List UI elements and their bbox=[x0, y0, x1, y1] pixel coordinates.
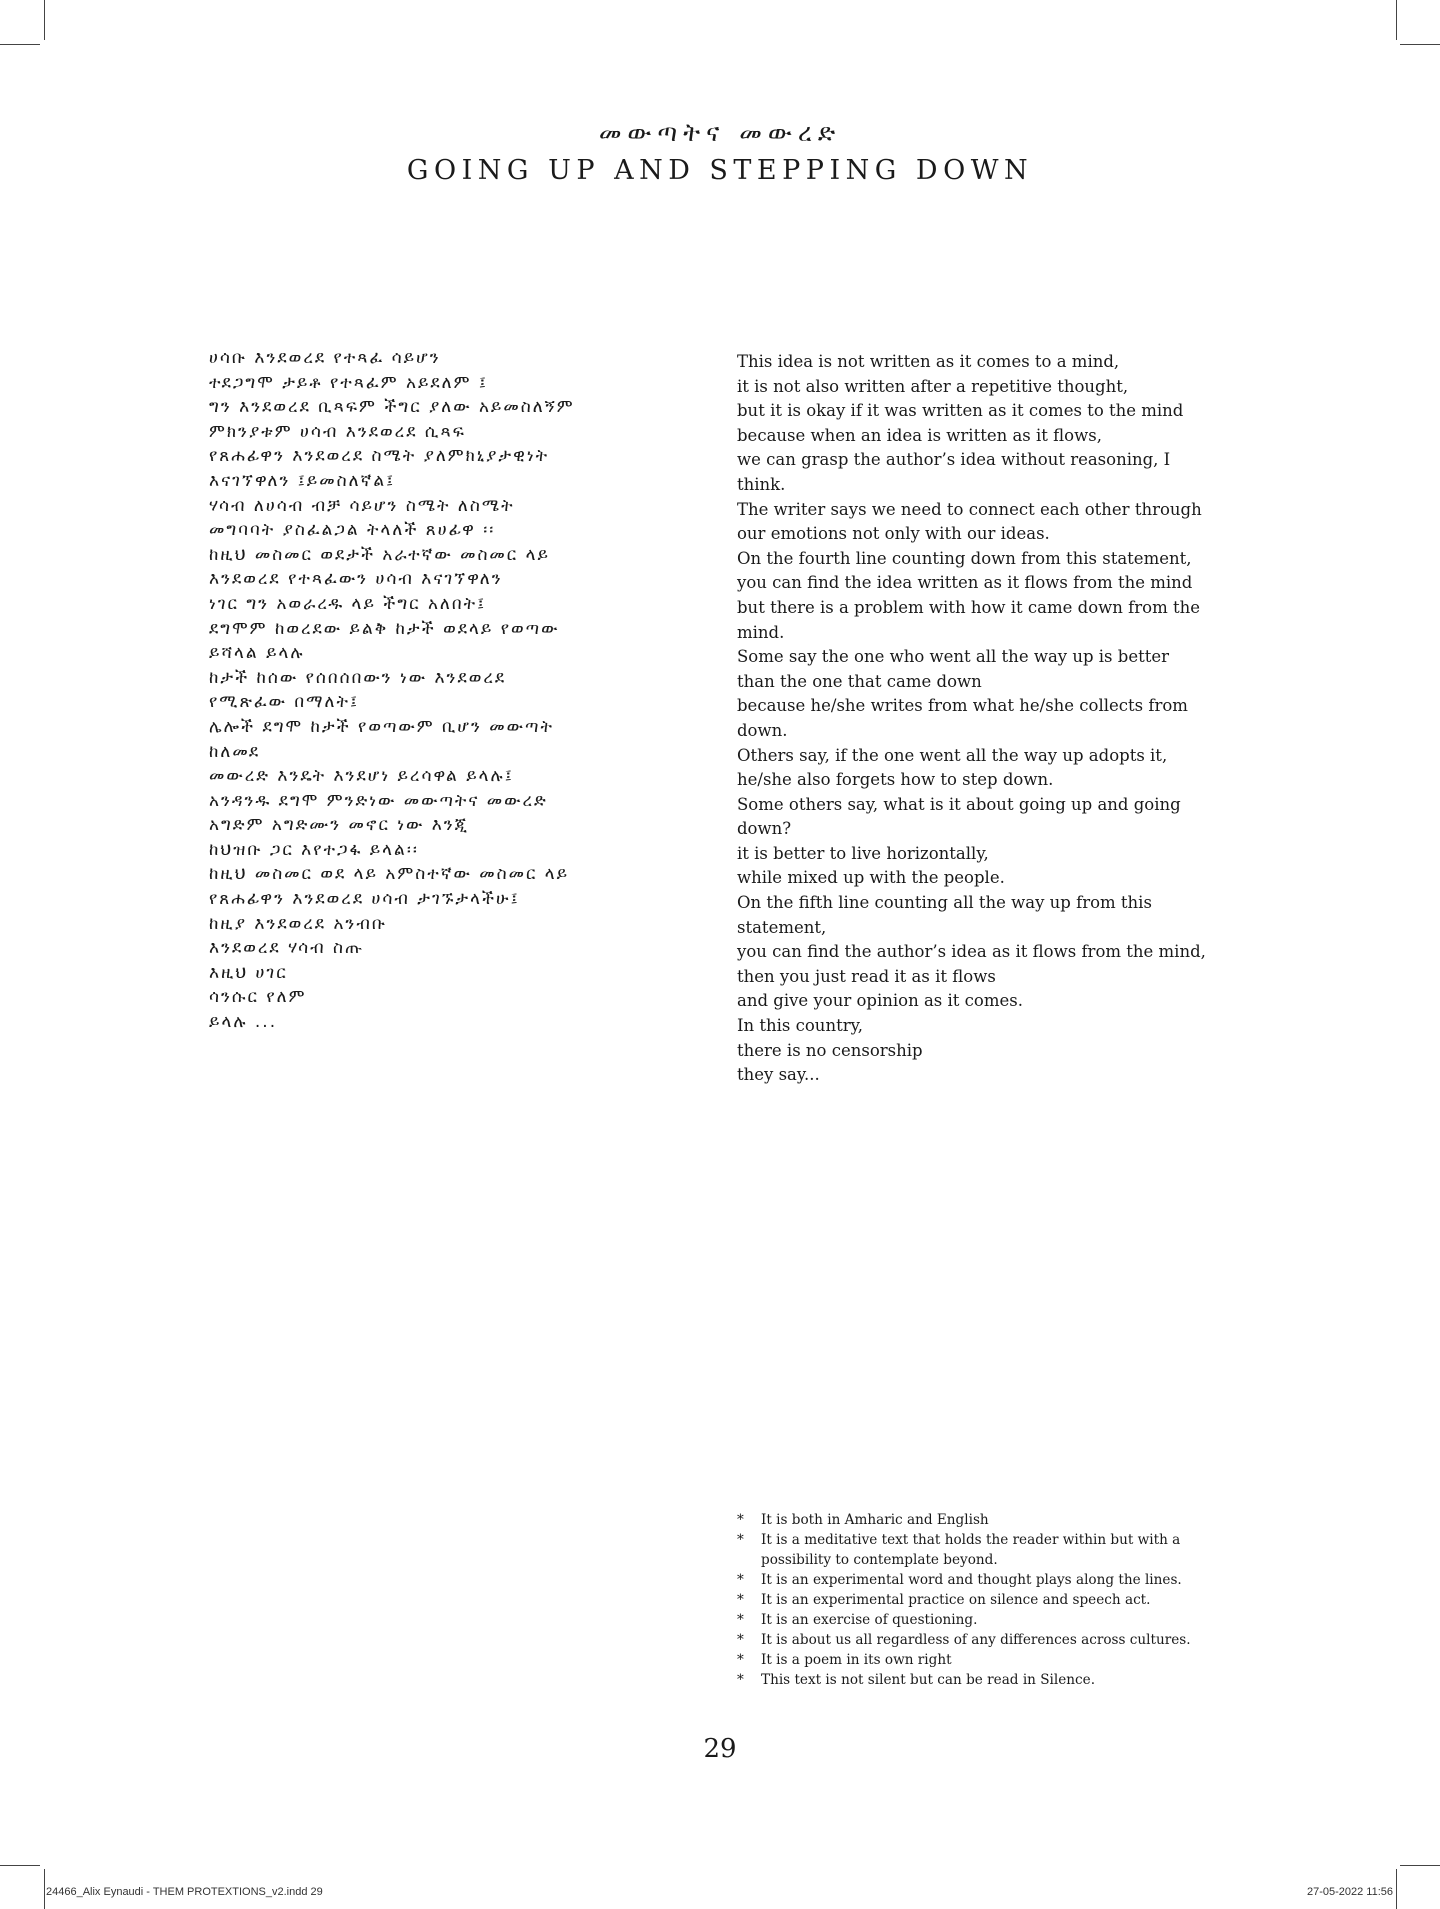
english-poem-line: and give your opinion as it comes. bbox=[737, 991, 1023, 1011]
amharic-poem-line: ይሻላል ይላሉ bbox=[209, 643, 305, 664]
crop-mark-top-left bbox=[44, 0, 45, 40]
title-english: GOING UP AND STEPPING DOWN bbox=[406, 155, 1034, 186]
amharic-poem-line: እንደወረደ የተጻፈውን ሀሳብ እናገኘዋለን bbox=[209, 569, 503, 590]
amharic-poem-line: እዚህ ሀገር bbox=[209, 962, 288, 983]
footnote-text: It is a poem in its own right bbox=[761, 1652, 952, 1668]
amharic-poem-line: አንዳንዱ ደግሞ ምንድነው መውጣትና መውረድ bbox=[209, 790, 548, 811]
amharic-poem-line: መውረድ እንዴት እንደሆነ ይረሳዋል ይላሉ፤ bbox=[209, 766, 514, 787]
english-poem-line: This idea is not written as it comes to a mind, bbox=[737, 352, 1120, 371]
amharic-poem-line: ሃሳብ ለሀሳብ ብቻ ሳይሆን ስሜት ለስሜት bbox=[209, 495, 515, 516]
footnote-text: It is an exercise of questioning. bbox=[761, 1612, 978, 1628]
footnote-item bbox=[737, 1630, 1237, 1650]
english-poem-line: while mixed up with the people. bbox=[737, 868, 1005, 888]
amharic-poem-line: የጸሐፊዋን እንደወረደ ሀሳብ ታገኙታላችሁ፤ bbox=[209, 889, 520, 910]
english-poem-line: Some say the one who went all the way up is better bbox=[737, 647, 1170, 667]
amharic-poem-line: ይላሉ ... bbox=[209, 1012, 278, 1033]
amharic-poem-line: ደግሞም ከወረደው ይልቅ ከታች ወደላይ የወጣው bbox=[209, 618, 560, 639]
footnote-marker: * bbox=[737, 1612, 744, 1628]
footnotes bbox=[737, 1510, 1237, 1690]
amharic-poem-line: ከህዝቡ ጋር እየተጋፋ ይላል፡፡ bbox=[209, 839, 419, 860]
footnote-text: This text is not silent but can be read in Silence. bbox=[761, 1672, 1096, 1688]
english-poem-line: you can find the idea written as it flows from the mind bbox=[737, 573, 1193, 593]
amharic-poem-line: መግባባት ያስፈልጋል ትላለች ጸሀፊዋ ፡፡ bbox=[209, 520, 496, 541]
slug-date: 27-05-2022 11:56 bbox=[1306, 1886, 1393, 1898]
footnote-marker: * bbox=[737, 1532, 744, 1548]
crop-mark-left-top bbox=[0, 44, 40, 45]
amharic-poem-line: ከለመደ bbox=[209, 741, 261, 762]
amharic-poem-line: ነገር ግን አወራረዱ ላይ ችግር አለበት፤ bbox=[209, 593, 487, 614]
english-poem-line: because he/she writes from what he/she collects from bbox=[737, 696, 1188, 716]
amharic-poem-line: ሌሎች ደግሞ ከታች የወጣውም ቢሆን መውጣት bbox=[209, 716, 554, 737]
english-poem-line: it is not also written after a repetitive thought, bbox=[737, 376, 1129, 396]
english-poem-line: then you just read it as it flows bbox=[737, 966, 996, 986]
english-poem-line: statement, bbox=[737, 917, 827, 937]
footnote-marker: * bbox=[737, 1592, 744, 1608]
english-poem-line: they say... bbox=[737, 1065, 820, 1085]
english-poem-line: think. bbox=[737, 474, 786, 494]
english-poem-line: down? bbox=[737, 819, 792, 839]
crop-mark-right-bottom bbox=[1400, 1865, 1440, 1866]
english-poem-line: but there is a problem with how it came down from the bbox=[737, 597, 1200, 617]
slug-file-info: 24466_Alix Eynaudi - THEM PROTEXTIONS_v2.indd 29 bbox=[46, 1886, 323, 1898]
english-poem-line: it is better to live horizontally, bbox=[737, 843, 989, 863]
amharic-poem-line: እናገኘዋለን ፤ይመስለኛል፤ bbox=[209, 470, 396, 491]
footnote-marker: * bbox=[737, 1632, 744, 1648]
crop-mark-bottom-right bbox=[1396, 1869, 1397, 1909]
amharic-poem-line: ሳንሱር የለም bbox=[209, 987, 307, 1008]
footnote-text: possibility to contemplate beyond. bbox=[761, 1552, 998, 1568]
amharic-poem-line: ከዚህ መስመር ወደታች አራተኛው መስመር ላይ bbox=[209, 544, 550, 565]
english-poem-line: our emotions not only with our ideas. bbox=[737, 524, 1050, 544]
english-poem-line: but it is okay if it was written as it comes to the mind bbox=[737, 401, 1184, 421]
footnote-item bbox=[737, 1650, 1237, 1670]
footnote-text: It is both in Amharic and English bbox=[761, 1512, 989, 1528]
footnote-marker: * bbox=[737, 1512, 744, 1528]
english-poem-line: there is no censorship bbox=[737, 1040, 923, 1060]
footnote-item bbox=[737, 1670, 1237, 1690]
english-poem-line: we can grasp the author’s idea without reasoning, I bbox=[737, 450, 1171, 470]
title-amharic: መውጣትና መውረድ bbox=[598, 118, 842, 147]
amharic-poem-line: ተደጋግሞ ታይቶ የተጻፈም አይደለም ፤ bbox=[209, 372, 488, 393]
footnote-marker: * bbox=[737, 1572, 744, 1588]
english-poem-line: down. bbox=[737, 720, 788, 740]
crop-mark-right-top bbox=[1400, 44, 1440, 45]
footnote-item bbox=[737, 1570, 1237, 1590]
footnote-text: It is an experimental word and thought plays along the lines. bbox=[761, 1572, 1182, 1588]
amharic-poem-line: እንደወረደ ሃሳብ ስጡ bbox=[209, 938, 365, 959]
amharic-poem-line: የጸሐፊዋን እንደወረደ ስሜት ያለምክኒያታዊነት bbox=[209, 446, 550, 467]
english-poem-line: Some others say, what is it about going up and going bbox=[737, 794, 1181, 814]
footnote-marker: * bbox=[737, 1652, 744, 1668]
amharic-poem-line: ከታች ከሰው የሰበሰበውን ነው እንደወረደ bbox=[209, 667, 507, 688]
english-poem-column bbox=[737, 350, 1257, 1088]
amharic-poem-column bbox=[209, 346, 729, 1035]
amharic-poem-line: አግድም አግድሙን መኖር ነው እንጂ bbox=[209, 815, 470, 836]
crop-mark-top-right bbox=[1396, 0, 1397, 40]
amharic-poem-line: የሚጽፈው በማለት፤ bbox=[209, 692, 359, 713]
english-poem-line: mind. bbox=[737, 622, 785, 642]
footnote-item bbox=[737, 1530, 1237, 1570]
crop-mark-bottom-left bbox=[44, 1869, 45, 1909]
english-poem-line: The writer says we need to connect each other through bbox=[737, 499, 1202, 519]
amharic-poem-line: ሀሳቡ እንደወረደ የተጻፈ ሳይሆን bbox=[209, 348, 441, 368]
amharic-poem-line: ከዚያ እንደወረደ አንብቡ bbox=[209, 913, 387, 934]
amharic-poem-line: ምክንያቱም ሀሳብ እንደወረደ ሲጻፍ bbox=[209, 421, 466, 442]
amharic-poem-line: ግን እንደወረደ ቢጻፍም ችግር ያለው አይመስለኝም bbox=[209, 397, 575, 418]
english-poem-line: than the one that came down bbox=[737, 671, 982, 691]
crop-mark-left-bottom bbox=[0, 1865, 40, 1866]
english-poem-line: because when an idea is written as it flows, bbox=[737, 425, 1102, 445]
page-number: 29 bbox=[703, 1734, 737, 1764]
page-title bbox=[0, 118, 1440, 188]
footnote-text: It is a meditative text that holds the reader within but with a bbox=[761, 1532, 1181, 1548]
footnote-marker: * bbox=[737, 1672, 744, 1688]
english-poem-line: you can find the author’s idea as it flows from the mind, bbox=[737, 942, 1206, 962]
english-poem-line: Others say, if the one went all the way up adopts it, bbox=[737, 745, 1168, 765]
footnote-item bbox=[737, 1610, 1237, 1630]
footnote-text: It is about us all regardless of any differences across cultures. bbox=[761, 1632, 1191, 1648]
footnote-item bbox=[737, 1510, 1237, 1530]
footnote-item bbox=[737, 1590, 1237, 1610]
footnote-text: It is an experimental practice on silence and speech act. bbox=[761, 1592, 1151, 1608]
amharic-poem-line: ከዚህ መስመር ወደ ላይ አምስተኛው መስመር ላይ bbox=[209, 864, 570, 885]
english-poem-line: On the fourth line counting down from this statement, bbox=[737, 548, 1192, 568]
english-poem-line: In this country, bbox=[737, 1016, 863, 1036]
english-poem-line: he/she also forgets how to step down. bbox=[737, 770, 1054, 790]
english-poem-line: On the fifth line counting all the way up from this bbox=[737, 893, 1152, 913]
